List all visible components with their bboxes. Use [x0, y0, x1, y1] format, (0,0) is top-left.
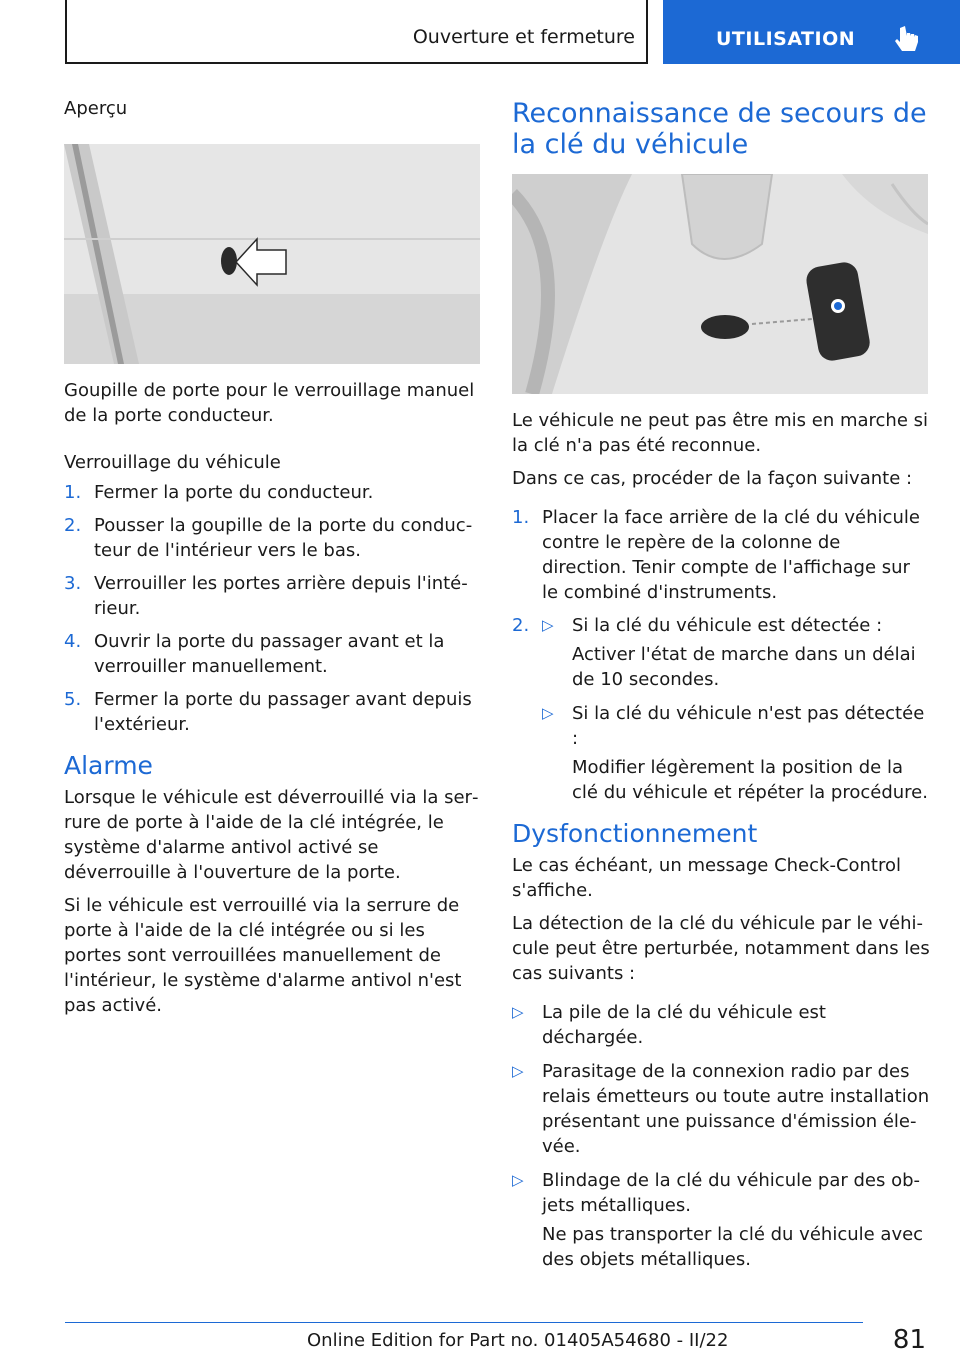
sub-item-note: Modifier légèrement la position de la clé du véhicule et répéter la procédure. — [572, 757, 928, 803]
recognition-steps — [512, 505, 930, 805]
door-pin-figure — [64, 144, 480, 364]
hand-pointer-icon — [893, 24, 923, 54]
triangle-bullet-icon: ▷ — [542, 616, 554, 634]
triangle-bullet-icon: ▷ — [542, 704, 554, 722]
sub-item-text: Si la clé du véhicule n'est pas détectée : — [572, 703, 925, 749]
header-chapter-tab — [663, 0, 960, 64]
triangle-bullet-icon: ▷ — [512, 1003, 524, 1021]
key-steering-column-illustration — [512, 174, 928, 394]
step-number: 1. — [64, 482, 82, 503]
malfunction-item-text: Blindage de la clé du véhicule par des objets métalliques. — [542, 1170, 921, 1216]
header-section-title: Ouverture et fermeture — [412, 26, 635, 48]
malfunction-paragraph-2: La détection de la clé du véhicule par le véhicule peut être perturbée, notamment dans les cas suivants : — [512, 913, 930, 984]
malfunction-heading: Dysfonctionnement — [512, 819, 758, 848]
figure-caption: Goupille de porte pour le verrouillage manuel de la porte conducteur. — [64, 380, 475, 426]
malfunction-paragraph-1: Le cas échéant, un message Check-Control s'affiche. — [512, 855, 902, 901]
list-item — [512, 1168, 930, 1272]
triangle-bullet-icon: ▷ — [512, 1062, 524, 1080]
list-item — [512, 613, 930, 805]
step-text: Pousser la goupille de la porte du conducteur de l'intérieur vers le bas. — [94, 515, 473, 561]
malfunction-note: Ne pas transporter la clé du véhicule avec des objets métalliques. — [542, 1224, 924, 1270]
recognition-paragraph-2: Dans ce cas, procéder de la façon suivante : — [512, 468, 913, 489]
step2-sub-list — [542, 613, 930, 805]
chapter-tab-label: UTILISATION — [716, 28, 856, 50]
door-pin-illustration — [64, 144, 480, 364]
step-text: Fermer la porte du passager avant depuis l'extérieur. — [94, 689, 472, 735]
malfunction-list — [512, 1000, 930, 1272]
right-column — [512, 96, 930, 1281]
step-number: 4. — [64, 631, 82, 652]
key-recognition-figure — [512, 174, 928, 394]
step-number: 1. — [512, 507, 530, 528]
overview-title: Aperçu — [64, 98, 128, 119]
step-text: Placer la face arrière de la clé du véhicule contre le repère de la colonne de direction. Tenir compte de l'affichage sur le combiné d'instruments. — [542, 507, 920, 603]
step-number: 2. — [512, 615, 530, 636]
step-number: 2. — [64, 515, 82, 536]
list-item — [542, 701, 930, 805]
list-item — [512, 1059, 930, 1159]
list-item — [64, 687, 482, 737]
list-item — [64, 513, 482, 563]
footer-edition: Online Edition for Part no. 01405A54680 - II/22 — [307, 1330, 729, 1351]
footer-divider — [65, 1322, 863, 1323]
step-number: 3. — [64, 573, 82, 594]
alarm-paragraph-1: Lorsque le véhicule est déverrouillé via la serrure de porte à l'aide de la clé intégrée, le système d'alarme antivol activé se déverrouille à l'ouverture de la porte. — [64, 787, 479, 883]
malfunction-item-text: Parasitage de la connexion radio par des relais émetteurs ou toute autre installation présentant une puissance d'émission élevée. — [542, 1061, 930, 1157]
left-column — [64, 96, 482, 1026]
list-item — [64, 571, 482, 621]
list-item — [512, 1000, 930, 1050]
emergency-recognition-heading: Reconnaissance de secours de la clé du véhicule — [512, 98, 927, 160]
list-item — [512, 505, 930, 605]
malfunction-item-text: La pile de la clé du véhicule est déchargée. — [542, 1002, 826, 1048]
alarm-heading: Alarme — [64, 751, 153, 780]
step-text: Verrouiller les portes arrière depuis l'intérieur. — [94, 573, 468, 619]
page-number: 81 — [892, 1325, 926, 1355]
sub-item-text: Si la clé du véhicule est détectée : — [572, 615, 883, 636]
triangle-bullet-icon: ▷ — [512, 1171, 524, 1189]
step-number: 5. — [64, 689, 82, 710]
list-item — [64, 629, 482, 679]
list-item — [542, 613, 930, 692]
alarm-paragraph-2: Si le véhicule est verrouillé via la serrure de porte à l'aide de la clé intégrée ou si les portes sont verrouillées manuellement de l'intérieur, le système d'alarme antivol n'est pas activé. — [64, 895, 462, 1016]
locking-title: Verrouillage du véhicule — [64, 452, 281, 473]
step-text: Fermer la porte du conducteur. — [94, 482, 374, 503]
step-text: Ouvrir la porte du passager avant et la verrouiller manuellement. — [94, 631, 445, 677]
recognition-paragraph-1: Le véhicule ne peut pas être mis en marche si la clé n'a pas été reconnue. — [512, 410, 929, 456]
locking-steps — [64, 480, 482, 737]
list-item — [64, 480, 482, 505]
sub-item-note: Activer l'état de marche dans un délai de 10 secondes. — [572, 644, 916, 690]
